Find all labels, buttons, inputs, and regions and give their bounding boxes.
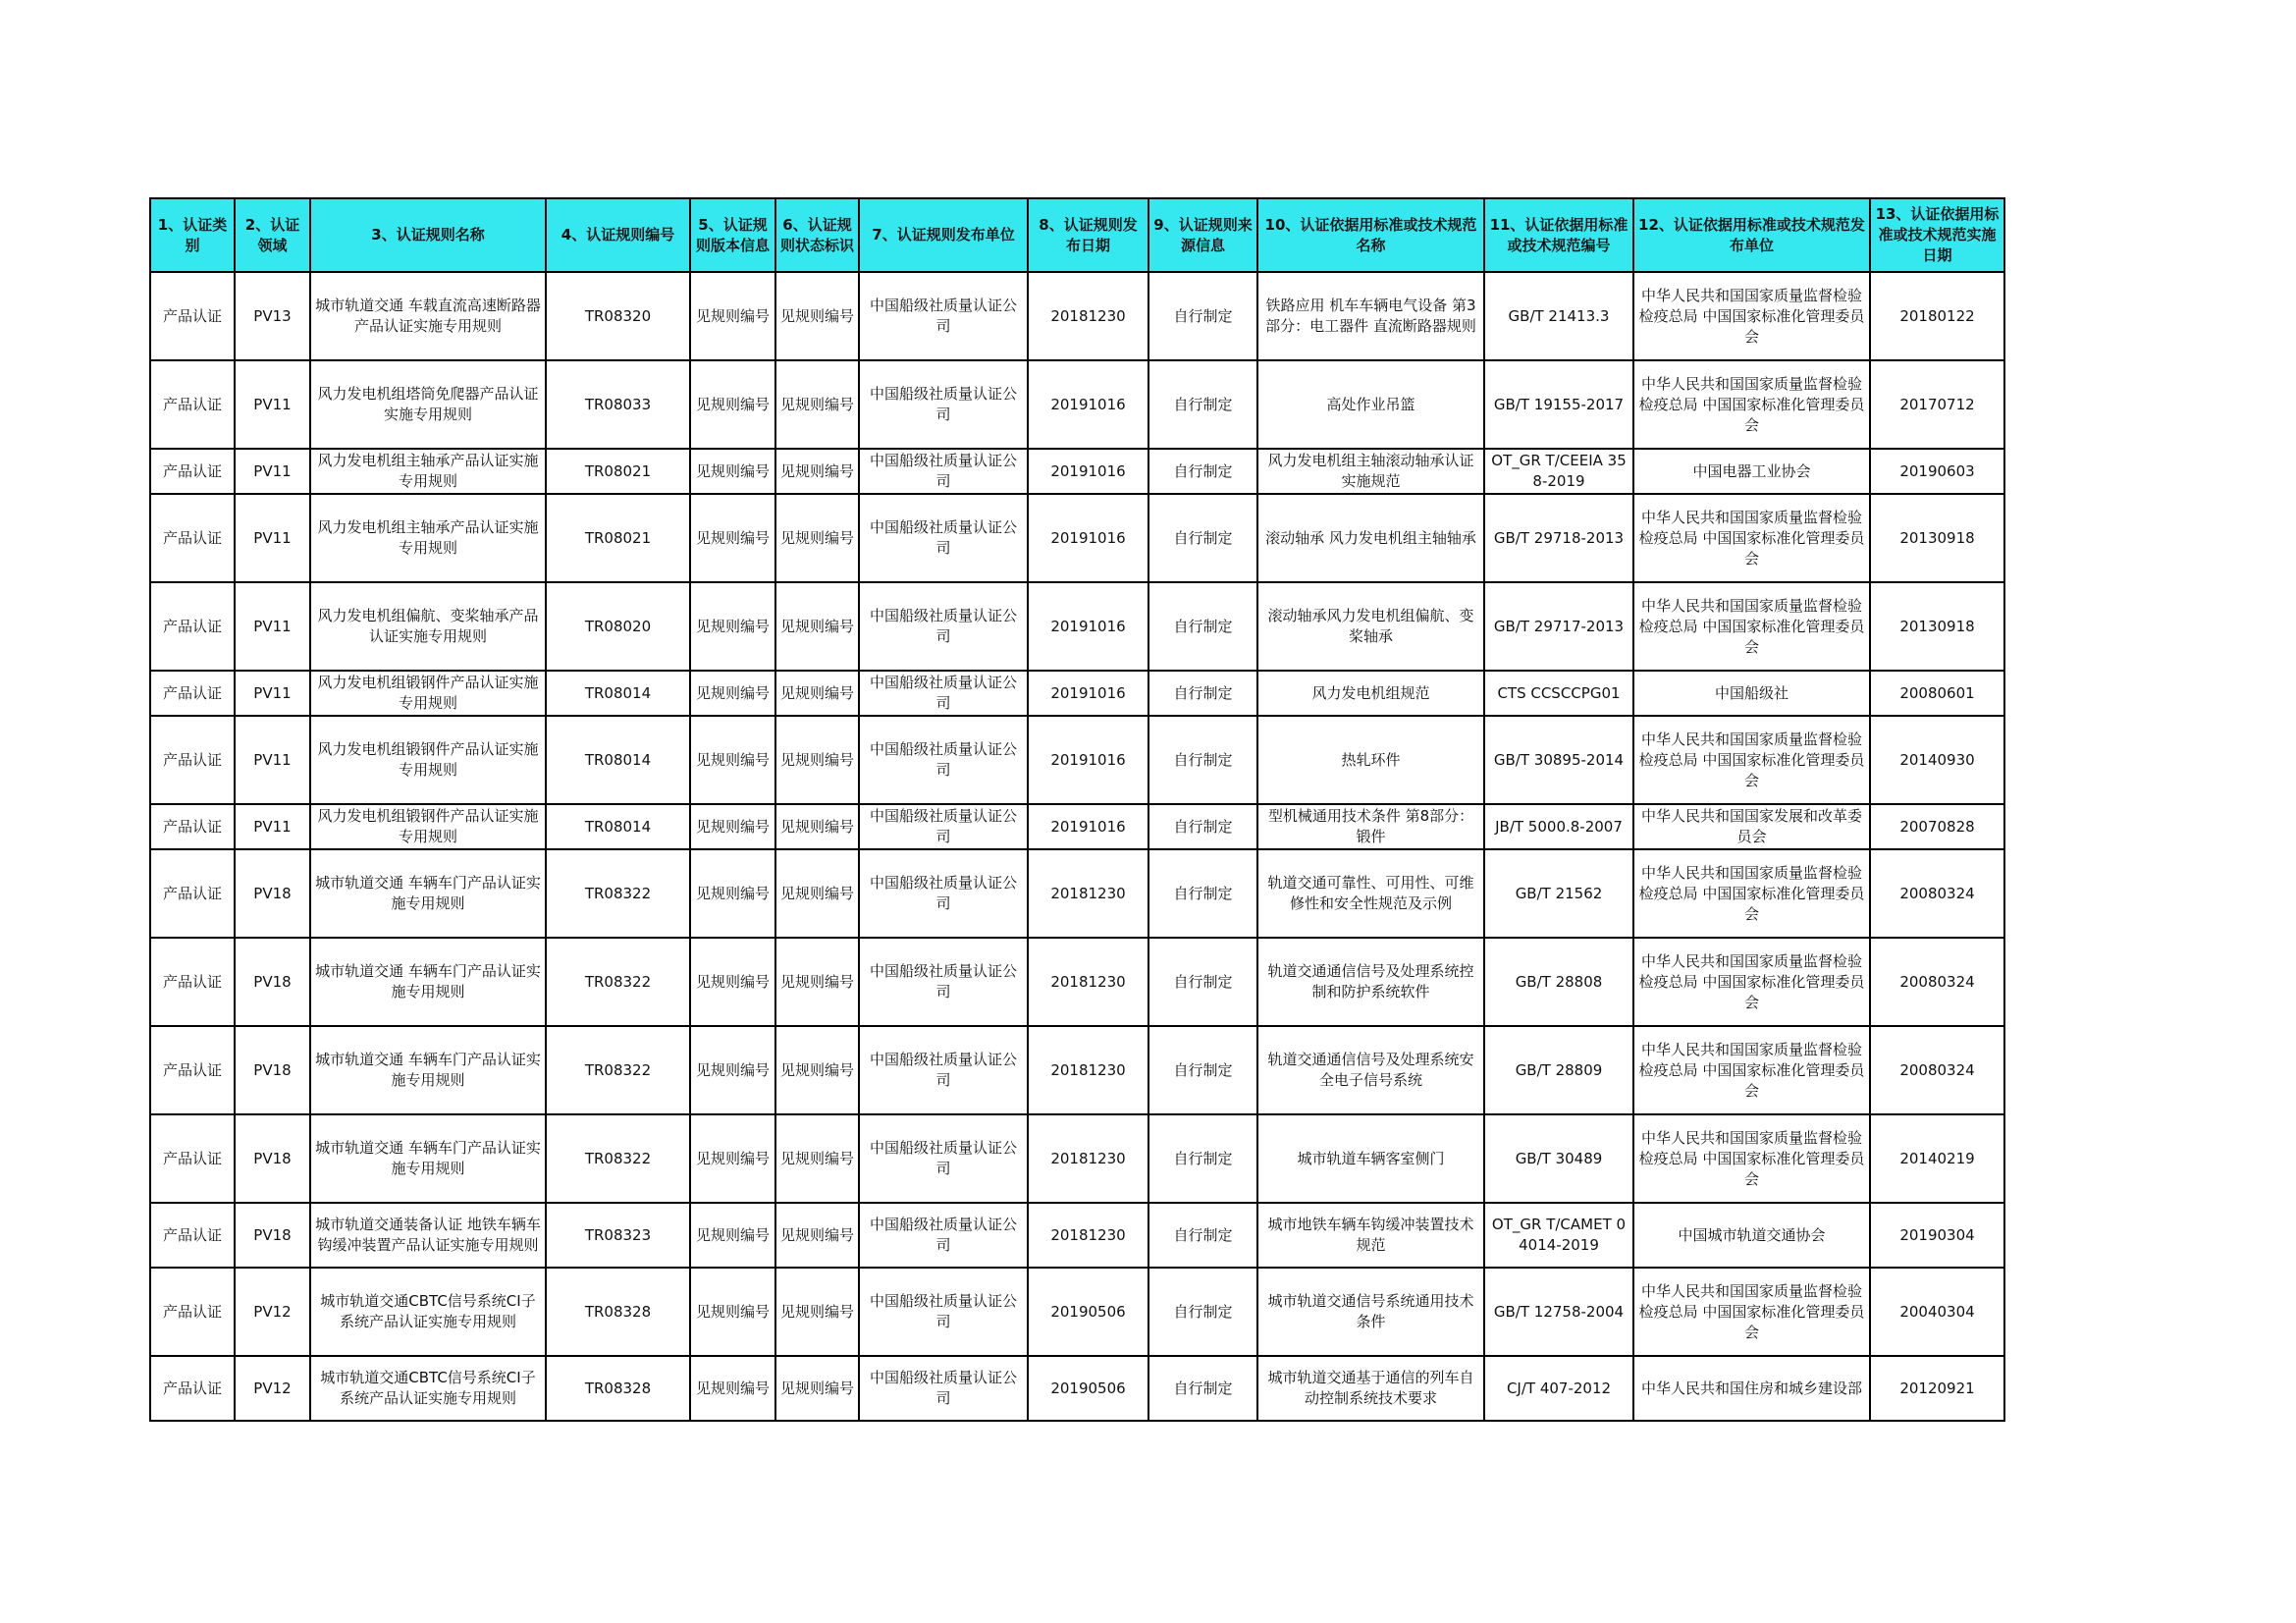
- table-cell: 中国船级社质量认证公司: [859, 1203, 1028, 1268]
- table-cell: 20120921: [1870, 1356, 2004, 1421]
- table-cell: 城市轨道交通CBTC信号系统CI子系统产品认证实施专用规则: [310, 1268, 546, 1356]
- table-cell: 轨道交通通信信号及处理系统控制和防护系统软件: [1257, 938, 1484, 1026]
- table-row: [150, 1356, 2004, 1421]
- column-header: 1、认证类别: [150, 198, 235, 272]
- table-cell: 中国船级社质量认证公司: [859, 272, 1028, 360]
- table-cell: 20190304: [1870, 1203, 2004, 1268]
- table-cell: 城市轨道交通基于通信的列车自动控制系统技术要求: [1257, 1356, 1484, 1421]
- table-cell: 20130918: [1870, 582, 2004, 671]
- table-cell: 20190506: [1028, 1356, 1148, 1421]
- table-cell: 20080324: [1870, 1026, 2004, 1114]
- table-row: [150, 849, 2004, 938]
- table-cell: 见规则编号: [690, 272, 775, 360]
- table-cell: 见规则编号: [775, 449, 859, 494]
- table-cell: GB/T 30489: [1484, 1114, 1633, 1203]
- table-cell: 见规则编号: [690, 1114, 775, 1203]
- table-row: [150, 272, 2004, 360]
- table-cell: GB/T 28809: [1484, 1026, 1633, 1114]
- table-cell: 城市轨道交通装备认证 地铁车辆车钩缓冲装置产品认证实施专用规则: [310, 1203, 546, 1268]
- table-cell: TR08322: [546, 1026, 690, 1114]
- table-cell: 见规则编号: [690, 1203, 775, 1268]
- table-cell: 中国船级社质量认证公司: [859, 671, 1028, 716]
- table-cell: 城市轨道交通CBTC信号系统CI子系统产品认证实施专用规则: [310, 1356, 546, 1421]
- table-cell: 见规则编号: [690, 804, 775, 849]
- table-cell: 产品认证: [150, 804, 235, 849]
- table-cell: 自行制定: [1148, 1203, 1257, 1268]
- table-cell: GB/T 21413.3: [1484, 272, 1633, 360]
- table-cell: 产品认证: [150, 1026, 235, 1114]
- table-cell: 20191016: [1028, 360, 1148, 449]
- table-cell: PV11: [235, 804, 310, 849]
- table-cell: 产品认证: [150, 1268, 235, 1356]
- table-cell: 产品认证: [150, 849, 235, 938]
- table-cell: 产品认证: [150, 272, 235, 360]
- table-cell: 滚动轴承风力发电机组偏航、变桨轴承: [1257, 582, 1484, 671]
- table-cell: 城市轨道交通 车辆车门产品认证实施专用规则: [310, 1114, 546, 1203]
- table-cell: 20181230: [1028, 1026, 1148, 1114]
- table-cell: PV11: [235, 582, 310, 671]
- table-cell: 产品认证: [150, 449, 235, 494]
- table-cell: TR08323: [546, 1203, 690, 1268]
- table-cell: TR08014: [546, 804, 690, 849]
- column-header: 3、认证规则名称: [310, 198, 546, 272]
- table-cell: TR08320: [546, 272, 690, 360]
- table-cell: 中国船级社质量认证公司: [859, 494, 1028, 582]
- table-cell: PV11: [235, 449, 310, 494]
- table-cell: 产品认证: [150, 494, 235, 582]
- table-cell: PV11: [235, 494, 310, 582]
- table-cell: 见规则编号: [690, 849, 775, 938]
- table-cell: 见规则编号: [690, 1268, 775, 1356]
- table-row: [150, 716, 2004, 804]
- table-cell: 中国船级社质量认证公司: [859, 1268, 1028, 1356]
- table-cell: 风力发电机组锻钢件产品认证实施专用规则: [310, 804, 546, 849]
- table-cell: 自行制定: [1148, 938, 1257, 1026]
- column-header: 11、认证依据用标准或技术规范编号: [1484, 198, 1633, 272]
- table-row: [150, 804, 2004, 849]
- table-cell: 产品认证: [150, 716, 235, 804]
- table-cell: 中国船级社质量认证公司: [859, 449, 1028, 494]
- table-cell: 20181230: [1028, 938, 1148, 1026]
- table-cell: 见规则编号: [775, 582, 859, 671]
- table-cell: PV18: [235, 1203, 310, 1268]
- table-cell: 见规则编号: [690, 1356, 775, 1421]
- table-cell: JB/T 5000.8-2007: [1484, 804, 1633, 849]
- table-cell: 见规则编号: [775, 272, 859, 360]
- table-cell: 20191016: [1028, 449, 1148, 494]
- column-header: 13、认证依据用标准或技术规范实施日期: [1870, 198, 2004, 272]
- table-cell: 风力发电机组偏航、变桨轴承产品认证实施专用规则: [310, 582, 546, 671]
- table-cell: 中国电器工业协会: [1633, 449, 1870, 494]
- table-cell: TR08014: [546, 671, 690, 716]
- table-cell: 自行制定: [1148, 1356, 1257, 1421]
- table-cell: 见规则编号: [775, 671, 859, 716]
- table-cell: 中华人民共和国国家质量监督检验检疫总局 中国国家标准化管理委员会: [1633, 1026, 1870, 1114]
- table-cell: 产品认证: [150, 582, 235, 671]
- table-cell: 20190506: [1028, 1268, 1148, 1356]
- column-header: 8、认证规则发布日期: [1028, 198, 1148, 272]
- table-cell: 中华人民共和国国家质量监督检验检疫总局 中国国家标准化管理委员会: [1633, 938, 1870, 1026]
- table-cell: 见规则编号: [775, 804, 859, 849]
- table-cell: 见规则编号: [775, 1356, 859, 1421]
- table-cell: 产品认证: [150, 671, 235, 716]
- table-cell: 见规则编号: [690, 582, 775, 671]
- table-cell: 自行制定: [1148, 804, 1257, 849]
- table-cell: 20170712: [1870, 360, 2004, 449]
- table-cell: GB/T 21562: [1484, 849, 1633, 938]
- table-cell: 自行制定: [1148, 272, 1257, 360]
- table-cell: 中国船级社质量认证公司: [859, 849, 1028, 938]
- column-header: 2、认证领域: [235, 198, 310, 272]
- column-header: 12、认证依据用标准或技术规范发布单位: [1633, 198, 1870, 272]
- table-cell: GB/T 30895-2014: [1484, 716, 1633, 804]
- table-cell: 见规则编号: [775, 1114, 859, 1203]
- table-cell: PV18: [235, 849, 310, 938]
- table-cell: PV12: [235, 1268, 310, 1356]
- table-cell: 见规则编号: [690, 671, 775, 716]
- table-cell: 20181230: [1028, 849, 1148, 938]
- table-cell: PV13: [235, 272, 310, 360]
- table-cell: PV11: [235, 716, 310, 804]
- table-cell: TR08033: [546, 360, 690, 449]
- table-cell: TR08328: [546, 1356, 690, 1421]
- table-cell: 中华人民共和国国家质量监督检验检疫总局 中国国家标准化管理委员会: [1633, 494, 1870, 582]
- table-row: [150, 449, 2004, 494]
- table-cell: TR08021: [546, 449, 690, 494]
- table-cell: 中国船级社质量认证公司: [859, 582, 1028, 671]
- table-cell: 中华人民共和国国家质量监督检验检疫总局 中国国家标准化管理委员会: [1633, 1114, 1870, 1203]
- table-cell: 见规则编号: [775, 938, 859, 1026]
- table-cell: GB/T 29717-2013: [1484, 582, 1633, 671]
- table-cell: 产品认证: [150, 938, 235, 1026]
- table-cell: TR08322: [546, 938, 690, 1026]
- table-cell: 城市轨道交通 车辆车门产品认证实施专用规则: [310, 1026, 546, 1114]
- table-cell: 城市轨道交通信号系统通用技术条件: [1257, 1268, 1484, 1356]
- table-cell: 20181230: [1028, 1203, 1148, 1268]
- table-cell: 自行制定: [1148, 582, 1257, 671]
- table-cell: 见规则编号: [690, 360, 775, 449]
- table-cell: 中国船级社质量认证公司: [859, 1114, 1028, 1203]
- table-cell: PV18: [235, 1114, 310, 1203]
- table-cell: CJ/T 407-2012: [1484, 1356, 1633, 1421]
- table-cell: 产品认证: [150, 1203, 235, 1268]
- table-cell: 风力发电机组锻钢件产品认证实施专用规则: [310, 671, 546, 716]
- certification-table: [149, 197, 2005, 1422]
- table-cell: 20080601: [1870, 671, 2004, 716]
- table-cell: 20080324: [1870, 849, 2004, 938]
- table-cell: 中华人民共和国国家质量监督检验检疫总局 中国国家标准化管理委员会: [1633, 582, 1870, 671]
- table-cell: 城市轨道交通 车辆车门产品认证实施专用规则: [310, 849, 546, 938]
- table-cell: 高处作业吊篮: [1257, 360, 1484, 449]
- column-header: 4、认证规则编号: [546, 198, 690, 272]
- table-cell: 风力发电机组主轴承产品认证实施专用规则: [310, 494, 546, 582]
- table-cell: 城市轨道车辆客室侧门: [1257, 1114, 1484, 1203]
- table-row: [150, 582, 2004, 671]
- table-row: [150, 671, 2004, 716]
- table-cell: 20191016: [1028, 582, 1148, 671]
- table-cell: 中国船级社质量认证公司: [859, 1026, 1028, 1114]
- table-cell: 自行制定: [1148, 1114, 1257, 1203]
- table-cell: 20080324: [1870, 938, 2004, 1026]
- table-cell: 见规则编号: [775, 849, 859, 938]
- table-row: [150, 1203, 2004, 1268]
- table-cell: 中国城市轨道交通协会: [1633, 1203, 1870, 1268]
- column-header: 7、认证规则发布单位: [859, 198, 1028, 272]
- table-cell: GB/T 29718-2013: [1484, 494, 1633, 582]
- table-cell: 见规则编号: [775, 494, 859, 582]
- table-cell: GB/T 28808: [1484, 938, 1633, 1026]
- table-cell: PV11: [235, 671, 310, 716]
- table-cell: 城市地铁车辆车钩缓冲装置技术规范: [1257, 1203, 1484, 1268]
- table-cell: 见规则编号: [775, 360, 859, 449]
- table-cell: 见规则编号: [690, 716, 775, 804]
- table-cell: 中华人民共和国国家质量监督检验检疫总局 中国国家标准化管理委员会: [1633, 272, 1870, 360]
- table-cell: 中华人民共和国国家发展和改革委员会: [1633, 804, 1870, 849]
- table-cell: 产品认证: [150, 360, 235, 449]
- table-cell: 20140219: [1870, 1114, 2004, 1203]
- table-cell: 见规则编号: [775, 1203, 859, 1268]
- table-cell: 见规则编号: [690, 449, 775, 494]
- table-cell: GB/T 19155-2017: [1484, 360, 1633, 449]
- table-cell: 风力发电机组主轴承产品认证实施专用规则: [310, 449, 546, 494]
- table-cell: 自行制定: [1148, 849, 1257, 938]
- table-cell: 轨道交通通信信号及处理系统安全电子信号系统: [1257, 1026, 1484, 1114]
- table-cell: 20070828: [1870, 804, 2004, 849]
- table-cell: 20180122: [1870, 272, 2004, 360]
- table-cell: GB/T 12758-2004: [1484, 1268, 1633, 1356]
- table-cell: 产品认证: [150, 1356, 235, 1421]
- table-cell: 中华人民共和国住房和城乡建设部: [1633, 1356, 1870, 1421]
- table-body: [150, 272, 2004, 1421]
- table-cell: 20181230: [1028, 272, 1148, 360]
- table-cell: 风力发电机组主轴滚动轴承认证实施规范: [1257, 449, 1484, 494]
- table-cell: TR08328: [546, 1268, 690, 1356]
- table-cell: TR08322: [546, 849, 690, 938]
- table-cell: OT_GR T/CEEIA 358-2019: [1484, 449, 1633, 494]
- table-cell: PV11: [235, 360, 310, 449]
- table-cell: 风力发电机组锻钢件产品认证实施专用规则: [310, 716, 546, 804]
- table-cell: 中国船级社质量认证公司: [859, 804, 1028, 849]
- table-cell: 中华人民共和国国家质量监督检验检疫总局 中国国家标准化管理委员会: [1633, 1268, 1870, 1356]
- table-header: [150, 198, 2004, 272]
- table-cell: PV12: [235, 1356, 310, 1421]
- table-cell: 中华人民共和国国家质量监督检验检疫总局 中国国家标准化管理委员会: [1633, 360, 1870, 449]
- table-cell: 20191016: [1028, 804, 1148, 849]
- table-cell: 20191016: [1028, 671, 1148, 716]
- table-cell: 中国船级社质量认证公司: [859, 716, 1028, 804]
- table-cell: TR08020: [546, 582, 690, 671]
- table-cell: 风力发电机组塔筒免爬器产品认证实施专用规则: [310, 360, 546, 449]
- table-cell: 20191016: [1028, 716, 1148, 804]
- table-cell: 20140930: [1870, 716, 2004, 804]
- table-cell: 中国船级社质量认证公司: [859, 1356, 1028, 1421]
- column-header: 5、认证规则版本信息: [690, 198, 775, 272]
- table-row: [150, 360, 2004, 449]
- table-cell: 铁路应用 机车车辆电气设备 第3部分：电工器件 直流断路器规则: [1257, 272, 1484, 360]
- table-cell: 20190603: [1870, 449, 2004, 494]
- table-cell: 产品认证: [150, 1114, 235, 1203]
- table-cell: TR08021: [546, 494, 690, 582]
- table-cell: 见规则编号: [775, 716, 859, 804]
- table-cell: 自行制定: [1148, 671, 1257, 716]
- table-cell: 轨道交通可靠性、可用性、可维修性和安全性规范及示例: [1257, 849, 1484, 938]
- table-cell: 见规则编号: [690, 494, 775, 582]
- table-cell: 见规则编号: [775, 1026, 859, 1114]
- table-cell: 自行制定: [1148, 716, 1257, 804]
- table-cell: 自行制定: [1148, 494, 1257, 582]
- column-header: 6、认证规则状态标识: [775, 198, 859, 272]
- table-row: [150, 938, 2004, 1026]
- header-row: [150, 198, 2004, 272]
- table-cell: 中华人民共和国国家质量监督检验检疫总局 中国国家标准化管理委员会: [1633, 849, 1870, 938]
- table-row: [150, 1114, 2004, 1203]
- table-cell: 见规则编号: [690, 938, 775, 1026]
- table-cell: 城市轨道交通 车辆车门产品认证实施专用规则: [310, 938, 546, 1026]
- table-cell: PV18: [235, 938, 310, 1026]
- table-cell: 自行制定: [1148, 1268, 1257, 1356]
- table-cell: 自行制定: [1148, 449, 1257, 494]
- table-cell: 见规则编号: [690, 1026, 775, 1114]
- table-cell: 热轧环件: [1257, 716, 1484, 804]
- table-cell: 20181230: [1028, 1114, 1148, 1203]
- table-cell: 中国船级社质量认证公司: [859, 938, 1028, 1026]
- table-cell: 风力发电机组规范: [1257, 671, 1484, 716]
- table-row: [150, 1268, 2004, 1356]
- table-cell: CTS CCSCCPG01: [1484, 671, 1633, 716]
- table-cell: TR08014: [546, 716, 690, 804]
- table-cell: OT_GR T/CAMET 04014-2019: [1484, 1203, 1633, 1268]
- table-cell: 自行制定: [1148, 360, 1257, 449]
- table-cell: 自行制定: [1148, 1026, 1257, 1114]
- column-header: 10、认证依据用标准或技术规范名称: [1257, 198, 1484, 272]
- table-cell: 城市轨道交通 车载直流高速断路器产品认证实施专用规则: [310, 272, 546, 360]
- table-cell: 20040304: [1870, 1268, 2004, 1356]
- table-cell: 中华人民共和国国家质量监督检验检疫总局 中国国家标准化管理委员会: [1633, 716, 1870, 804]
- table-cell: TR08322: [546, 1114, 690, 1203]
- table-cell: 中国船级社: [1633, 671, 1870, 716]
- table-cell: 型机械通用技术条件 第8部分：锻件: [1257, 804, 1484, 849]
- table-cell: 见规则编号: [775, 1268, 859, 1356]
- table-cell: 20191016: [1028, 494, 1148, 582]
- table-cell: 中国船级社质量认证公司: [859, 360, 1028, 449]
- table-cell: PV18: [235, 1026, 310, 1114]
- table-cell: 滚动轴承 风力发电机组主轴轴承: [1257, 494, 1484, 582]
- table-row: [150, 1026, 2004, 1114]
- table-cell: 20130918: [1870, 494, 2004, 582]
- column-header: 9、认证规则来源信息: [1148, 198, 1257, 272]
- table-row: [150, 494, 2004, 582]
